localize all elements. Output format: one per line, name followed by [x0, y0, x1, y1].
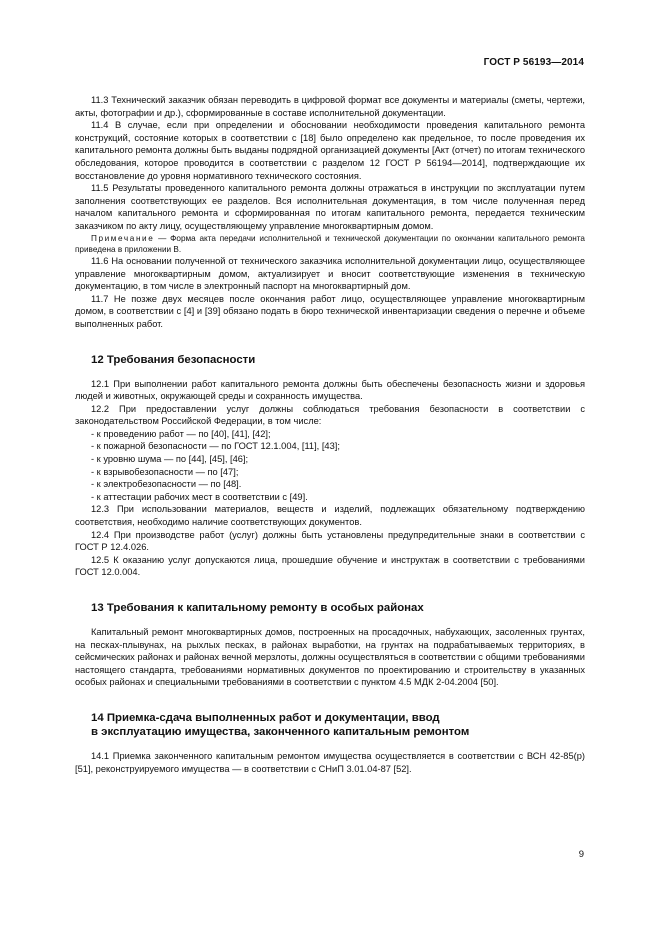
document-body	[75, 94, 585, 775]
note	[75, 233, 585, 255]
section-14-title-line-2: в эксплуатацию имущества, законченного капитальным ремонтом	[91, 725, 470, 738]
list-item: - к пожарной безопасности — по ГОСТ 12.1.004, [11], [43];	[91, 441, 340, 452]
paragraph-11-4: 11.4 В случае, если при определении и обосновании необходимости проведения капитального ремонта конструкций, состояние которых в соответствии с [18] было определено как предельное, то после проведения их капитального ремонта должны быть выданы подрядной организацией документы [Акт (отчет) по итогам технического обследования, которое проводится в соответствии с разделом 12 ГОСТ Р 56194—2014], подтверждающие их восстановление до уровня нормативного технического состояния.	[75, 120, 585, 181]
list-item: - к аттестации рабочих мест в соответствии с [49].	[91, 491, 308, 502]
paragraph-14-1: 14.1 Приемка законченного капитальным ремонтом имущества осуществляется в соответствии с ВСН 42-85(р) [51], реконструируемого имущества — в соответствии с СНиП 3.01.04-87 [52].	[75, 750, 585, 774]
paragraph-11-7: 11.7 Не позже двух месяцев после окончания работ лицо, осуществляющее управление многоквартирным домом, в соответствии с [4] и [39] обязано подать в бюро технической инвентаризации сведения о перечне и объеме выполненных работ.	[75, 293, 585, 329]
document-code: ГОСТ Р 56193—2014	[483, 57, 584, 68]
section-14-title	[75, 711, 585, 739]
section-14-title-line-1: 14 Приемка-сдача выполненных работ и документации, ввод	[91, 711, 440, 724]
note-label: Примечание	[91, 233, 155, 243]
note-text: — Форма акта передачи исполнительной и технической документации по окончании капитального ремонта приведена в приложении В.	[75, 233, 585, 254]
paragraph-12-4: 12.4 При производстве работ (услуг) должны быть установлены предупредительные знаки в соответствии с ГОСТ Р 12.4.026.	[75, 529, 585, 553]
paragraph-11-5: 11.5 Результаты проведенного капитального ремонта должны отражаться в инструкции по эксплуатации путем заполнения соответствующих ее разделов. Вся исполнительная документация, в том числе полученная перед началом капитального ремонта и сформированная по итогам капитального ремонта, передается техническим заказчиком по акту лицу, осуществляющему управление многоквартирным домом.	[75, 183, 585, 231]
paragraph-11-6: 11.6 На основании полученной от технического заказчика исполнительной документации лицо, осуществляющее управление многоквартирным домом, актуализирует и вносит соответствующие изменения в техническую документацию, в том числе в электронный паспорт на многоквартирный дом.	[75, 255, 585, 292]
page-number: 9	[578, 849, 584, 860]
paragraph-13: Капитальный ремонт многоквартирных домов, построенных на просадочных, набухающих, засоленных грунтах, на песках-плывунах, на рыхлых песках, в районах выработки, на грунтах на подрабатываемых территориях, в сейсмических районах и районах вечной мерзлоты, должны осуществляться в соответствии с общими требованиями настоящего стандарта, требованиями нормативных документов по проектированию и строительству в указанных особых районах и специальными требованиями в соответствии с пунктом 4.5 МДК 2-04.2004 [50].	[75, 627, 585, 688]
section-13-title: 13 Требования к капитальному ремонту в особых районах	[91, 602, 424, 614]
paragraph-12-5: 12.5 К оказанию услуг допускаются лица, прошедшие обучение и инструктаж в соответствии с требованиями ГОСТ 12.0.004.	[75, 554, 585, 578]
list-item: - к проведению работ — по [40], [41], [42];	[91, 428, 271, 439]
safety-requirements-list	[75, 428, 585, 504]
paragraph-12-2: 12.2 При предоставлении услуг должны соблюдаться требования безопасности в соответствии с законодательством Российской Федерации, в том числе:	[75, 403, 585, 427]
list-item: - к электробезопасности — по [48].	[91, 479, 242, 490]
paragraph-12-1: 12.1 При выполнении работ капитального ремонта должны быть обеспечены безопасность жизни и здоровья людей и животных, окружающей среды и сохранность имущества.	[75, 378, 585, 402]
section-12-title: 12 Требования безопасности	[91, 353, 256, 366]
paragraph-12-3: 12.3 При использовании материалов, веществ и изделий, подлежащих обязательному подтверждению соответствия, необходимо наличие соответствующих документов.	[75, 504, 585, 528]
list-item: - к взрывобезопасности — по [47];	[91, 466, 239, 477]
paragraph-11-3: 11.3 Технический заказчик обязан переводить в цифровой формат все документы и материалы (сметы, чертежи, акты, фотографии и др.), сформированные в составе исполнительной документации.	[75, 95, 585, 118]
list-item: - к уровню шума — по [44], [45], [46];	[91, 454, 249, 465]
